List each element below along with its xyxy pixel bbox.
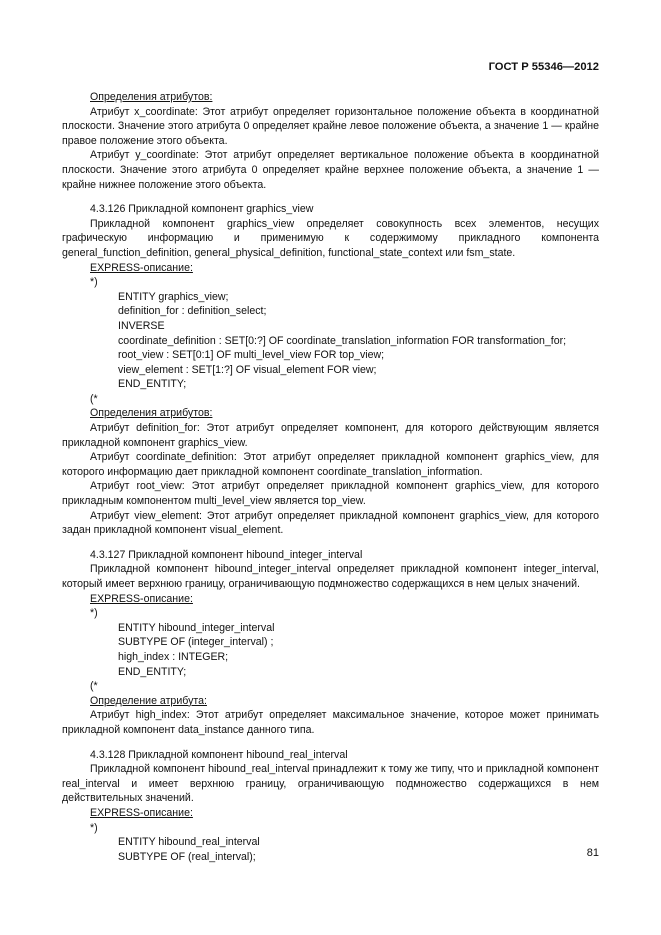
attribute-definition-high-index: Атрибут high_index: Этот атрибут определяет максимальное значение, которое может принимать прикладной компонент data_instance данного типа. [62,709,599,736]
attribute-definition: Атрибут root_view: Этот атрибут определяет прикладной компонент graphics_view, для которого прикладным компонентом multi_level_view является top_view. [62,480,599,508]
code-line: ENTITY hibound_integer_interval [118,621,275,634]
page-number: 81 [586,847,599,859]
code-line: ENTITY graphics_view; [118,290,229,303]
section-intro-hibound-integer-interval: Прикладной компонент hibound_integer_interval определяет прикладной компонент integer_interval, который имеет верхнюю границу, ограничивающую подмножество содержащихся в нем целых значений. [62,563,599,590]
express-open-marker: *) [90,607,98,620]
section-heading-4-3-126: 4.3.126 Прикладной компонент graphics_view [90,203,314,216]
section-heading-4-3-128: 4.3.128 Прикладной компонент hibound_real_interval [90,748,348,761]
attribute-definition: Атрибут view_element: Этот атрибут определяет прикладной компонент graphics_view, для которого задан прикладной компонент visual_element. [62,509,599,537]
section-intro-hibound-real-interval: Прикладной компонент hibound_real_interval принадлежит к тому же типу, что и прикладной компонент real_interval и имеет верхнюю границу, ограничивающую подмножество содержащихся в нем действительных значений. [62,763,599,805]
code-line: high_index : INTEGER; [118,650,229,663]
code-line: END_ENTITY; [118,378,187,391]
express-label: EXPRESS-описание: [90,592,193,605]
code-line: INVERSE [118,319,165,332]
code-line: END_ENTITY; [118,665,187,678]
attribute-definitions-label: Определения атрибутов: [90,407,213,420]
attribute-definition: Атрибут coordinate_definition: Этот атрибут определяет прикладной компонент graphics_view, для которого информацию дает прикладной компонент coordinate_translation_information. [62,451,599,478]
document-header: ГОСТ Р 55346—2012 [488,61,599,73]
attribute-definitions-label: Определения атрибутов: [90,91,213,103]
code-line: view_element : SET[1:?] OF visual_element FOR view; [118,363,377,376]
express-close-marker: (* [90,392,98,405]
section-intro-graphics-view: Прикладной компонент graphics_view определяет совокупность всех элементов, несущих графическую информацию и применимую к содержимому прикладного компонента general_function_definition, general_physical_definition, functional_state_context или fsm_state. [62,217,599,259]
code-line: coordinate_definition : SET[0:?] OF coordinate_translation_information FOR transformation_for; [118,334,567,347]
attribute-definition-y-coordinate: Атрибут y_coordinate: Этот атрибут определяет вертикальное положение объекта в координатной плоскости. Значение этого атрибута 0 определяет крайне верхнее положение объекта, а значение 1 — крайне нижнее положение этого объекта. [62,149,599,191]
attribute-definition-x-coordinate: Атрибут x_coordinate: Этот атрибут определяет горизонтальное положение объекта в координатной плоскости. Значение этого атрибута 0 определяет крайне левое положение объекта, а значение 1 — крайне правое положение этого объекта. [62,105,599,147]
code-line: SUBTYPE OF (real_interval); [118,850,256,863]
attribute-definition: Атрибут definition_for: Этот атрибут определяет компонент, для которого действующим является прикладной компонент graphics_view. [62,422,599,449]
code-line: SUBTYPE OF (integer_interval) ; [118,636,274,649]
express-open-marker: *) [90,821,98,834]
attribute-definition-label: Определение атрибута: [90,694,207,707]
section-heading-4-3-127: 4.3.127 Прикладной компонент hibound_integer_interval [90,548,363,561]
express-label: EXPRESS-описание: [90,806,193,819]
code-line: root_view : SET[0:1] OF multi_level_view FOR top_view; [118,349,385,362]
express-open-marker: *) [90,276,98,289]
code-line: ENTITY hibound_real_interval [118,836,260,849]
express-close-marker: (* [90,680,98,693]
express-label: EXPRESS-описание: [90,261,193,274]
page-content [62,90,599,864]
code-line: definition_for : definition_select; [118,305,267,318]
